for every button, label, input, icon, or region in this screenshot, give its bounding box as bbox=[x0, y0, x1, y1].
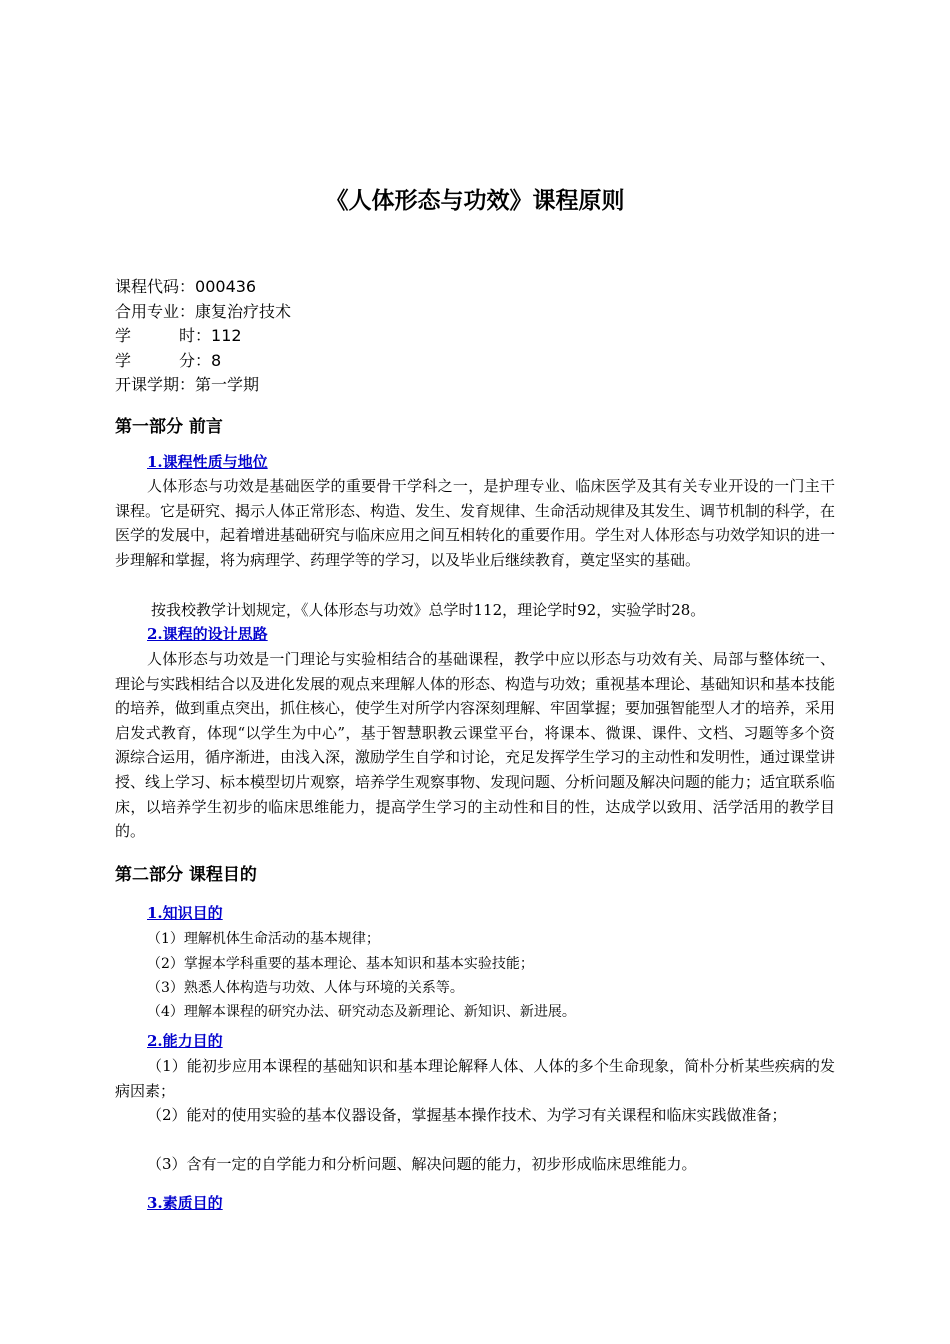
part2-heading: 第二部分 课程目的 bbox=[115, 865, 257, 885]
meta-term: 开课学期：第一学期 bbox=[115, 375, 260, 395]
knowledge-item: （3）熟悉人体构造与功效、人体与环境的关系等。 bbox=[147, 980, 464, 996]
knowledge-item: （1）理解机体生命活动的基本规律； bbox=[147, 931, 380, 947]
section-nature-paragraph: 人体形态与功效是基础医学的重要骨干学科之一，是护理专业、临床医学及其有关专业开设的一门主干课程。它是研究、揭示人体正常形态、构造、发生、发育规律、生命活动规律及其发生、调节机制的科学，在医学的发展中，起着增进基础研究与临床应用之间互相转化的重要作用。学生对人体形态与功效学知识的进一步理解和掌握，将为病理学、药理学等的学习，以及毕业后继续教育，奠定坚实的基础。 bbox=[115, 477, 836, 569]
meta-course-code: 课程代码：000436 bbox=[115, 277, 257, 296]
meta-hours: 学 时 ：112 bbox=[115, 326, 242, 346]
ability-item: （2）能对的使用实验的基本仪器设备，掌握基本操作技术、为学习有关课程和临床实践做准备； bbox=[147, 1106, 787, 1124]
section-design-paragraph: 人体形态与功效是一门理论与实验相结合的基础课程，教学中应以形态与功效有关、局部与整体统一、理论与实践相结合以及进化发展的观点来理解人体的形态、构造与功效；重视基本理论、基础知识和基本技能的培养，做到重点突出，抓住核心，使学生对所学内容深刻理解、牢固掌握；要加强智能型人才的培养，采用启发式教育，体现“以学生为中心”，基于智慧职教云课堂平台，将课本、微课、课件、文档、习题等多个资源综合运用，循序渐进，由浅入深，激励学生自学和讨论，充足发挥学生学习的主动性和发明性，通过课堂讲授、线上学习、标本模型切片观察，培养学生观察事物、发现问题、分析问题及解决问题的能力；适宜联系临床，以培养学生初步的临床思维能力，提高学生学习的主动性和目的性，达成学以致用、活学活用的教学目的。 bbox=[115, 650, 836, 841]
knowledge-item: （4）理解本课程的研究办法、研究动态及新理论、新知识、新进展。 bbox=[147, 1004, 576, 1020]
knowledge-item: （2）掌握本学科重要的基本理论、基本知识和基本实验技能； bbox=[147, 956, 534, 972]
section-nature-hours-paragraph: 按我校教学计划规定，《人体形态与功效》总学时112，理论学时92，实验学时28。 bbox=[151, 601, 706, 619]
section-knowledge-heading[interactable]: 1.知识目的 bbox=[147, 904, 223, 922]
course-meta bbox=[115, 275, 291, 398]
section-quality-heading[interactable]: 3.素质目的 bbox=[147, 1194, 223, 1212]
ability-item: （3）含有一定的自学能力和分析问题、解决问题的能力，初步形成临床思维能力。 bbox=[147, 1155, 697, 1173]
section-ability-heading[interactable]: 2.能力目的 bbox=[147, 1032, 223, 1050]
section-design-heading[interactable]: 2.课程的设计思路 bbox=[147, 625, 268, 643]
ability-item: （1）能初步应用本课程的基础知识和基本理论解释人体、人体的多个生命现象，简朴分析某些疾病的发病因素； bbox=[115, 1057, 835, 1100]
section-nature-heading[interactable]: 1.课程性质与地位 bbox=[147, 453, 268, 471]
meta-major: 合用专业：康复治疗技术 bbox=[115, 301, 292, 321]
document-title: 《人体形态与功效》课程原则 bbox=[325, 188, 625, 214]
meta-credits: 学 分 ：8 bbox=[115, 350, 222, 370]
part1-heading: 第一部分 前言 bbox=[115, 417, 223, 437]
